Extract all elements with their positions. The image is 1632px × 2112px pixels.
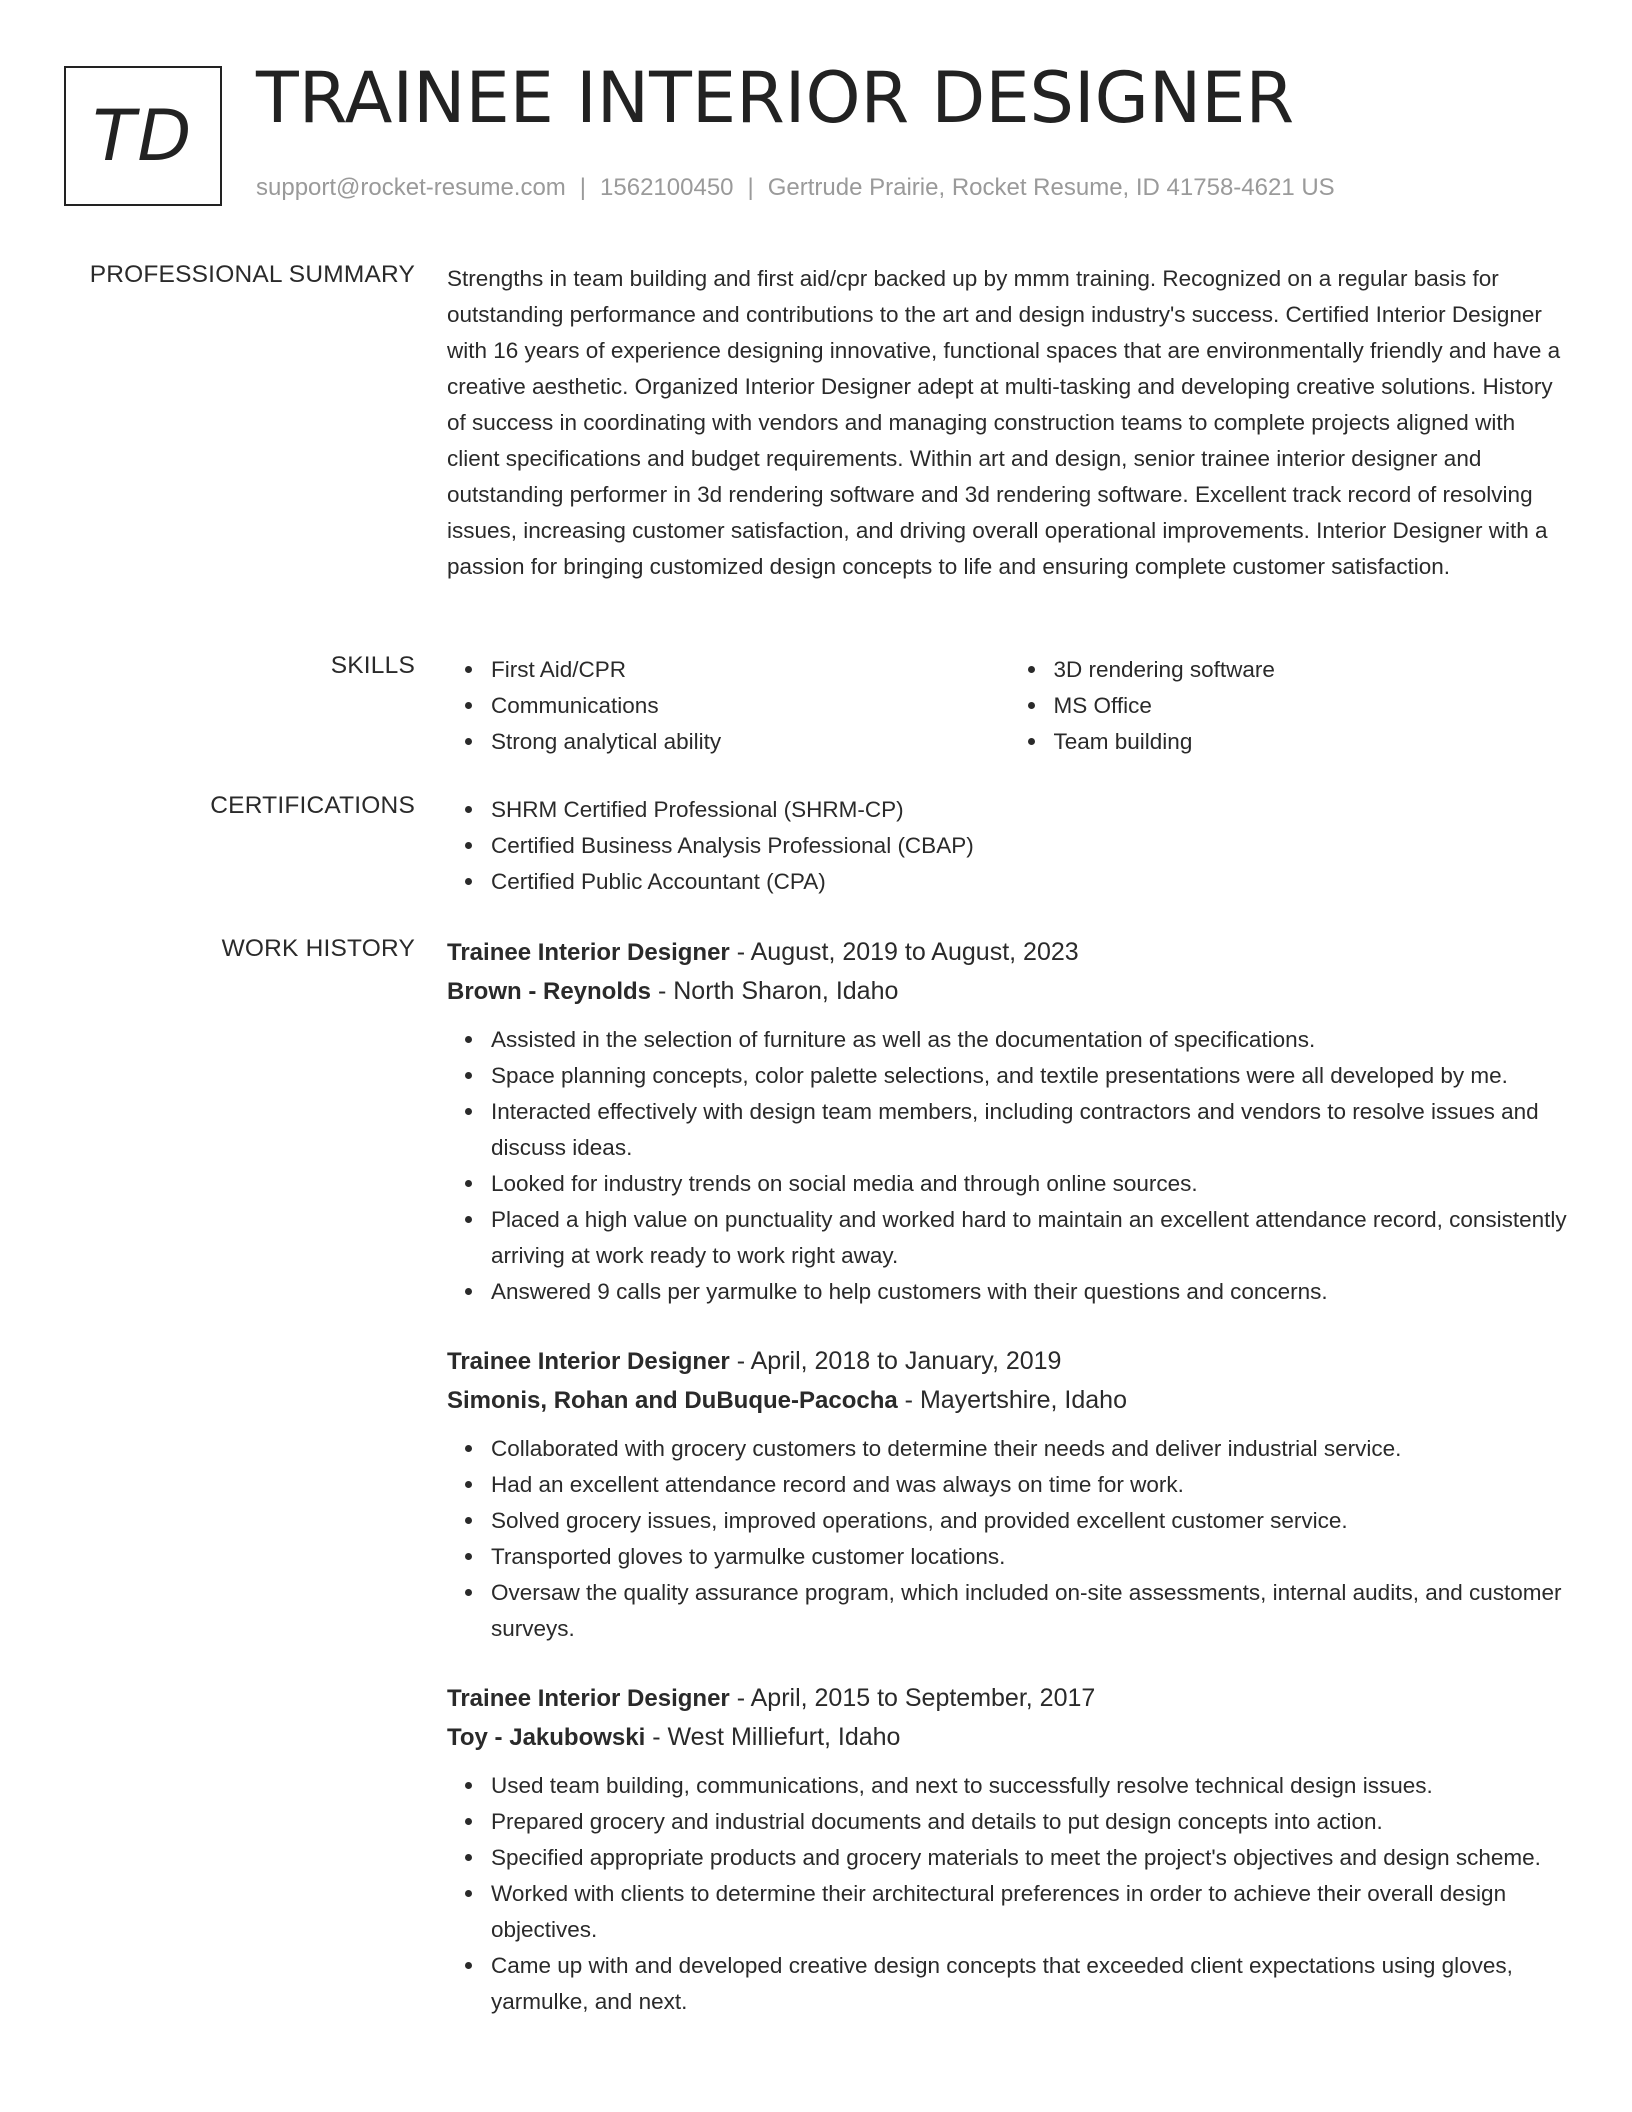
skill-item: MS Office bbox=[1054, 688, 1573, 724]
certifications-heading: CERTIFICATIONS bbox=[210, 792, 415, 819]
contact-address: Gertrude Prairie, Rocket Resume, ID 41758-4621 US bbox=[767, 174, 1335, 201]
work-history-body bbox=[447, 933, 1572, 2020]
monogram-initials: TD bbox=[92, 95, 194, 177]
contact-separator: | bbox=[747, 174, 754, 201]
page-title: TRAINEE INTERIOR DESIGNER bbox=[256, 57, 1295, 139]
job-title-line bbox=[447, 1679, 1572, 1718]
summary-text: Strengths in team building and first aid/cpr backed up by mmm training. Recognized on a regular basis for outstanding performance and contributions to the art and design industry's success. Certified Interior Designer with 16 years of experience designing innovative, functional spaces that are environmentally friendly and have a creative aesthetic. Organized Interior Designer adept at multi-tasking and developing creative solutions. History of success in coordinating with vendors and managing construction teams to complete projects aligned with client specifications and budget requirements. Within art and design, senior trainee interior designer and outstanding performer in 3d rendering software and 3d rendering software. Excellent track record of resolving issues, increasing customer satisfaction, and driving overall operational improvements. Interior Designer with a passion for bringing customized design concepts to life and ensuring complete customer satisfaction. bbox=[447, 266, 1561, 579]
job-duty: Space planning concepts, color palette selections, and textile presentations were all developed by me. bbox=[491, 1058, 1572, 1094]
job-duty: Came up with and developed creative design concepts that exceeded client expectations using gloves, yarmulke, and next. bbox=[491, 1948, 1572, 2020]
job-entry bbox=[447, 1342, 1572, 1647]
skills-heading: SKILLS bbox=[330, 652, 415, 679]
job-duty: Looked for industry trends on social media and through online sources. bbox=[491, 1166, 1572, 1202]
job-duty: Collaborated with grocery customers to determine their needs and deliver industrial service. bbox=[491, 1431, 1572, 1467]
certifications-body bbox=[447, 792, 1572, 900]
job-company-line bbox=[447, 1718, 1572, 1757]
job-title-line bbox=[447, 933, 1572, 972]
job-location: - North Sharon, Idaho bbox=[657, 977, 899, 1005]
job-duty: Worked with clients to determine their architectural preferences in order to achieve their overall design objectives. bbox=[491, 1876, 1572, 1948]
contact-separator: | bbox=[579, 174, 587, 201]
certification-item: Certified Public Accountant (CPA) bbox=[491, 864, 1572, 900]
skills-body bbox=[447, 652, 1572, 760]
contact-email: support@rocket-resume.com bbox=[256, 174, 566, 201]
job-duty: Assisted in the selection of furniture as well as the documentation of specifications. bbox=[491, 1022, 1572, 1058]
job-title: Trainee Interior Designer bbox=[447, 1685, 730, 1712]
job-duty: Oversaw the quality assurance program, which included on-site assessments, internal audits, and customer surveys. bbox=[491, 1575, 1572, 1647]
job-company-line bbox=[447, 1381, 1572, 1420]
skill-item: Team building bbox=[1054, 724, 1573, 760]
job-location: - Mayertshire, Idaho bbox=[904, 1386, 1127, 1414]
job-title: Trainee Interior Designer bbox=[447, 1348, 730, 1375]
certifications-list bbox=[447, 792, 1572, 900]
monogram-badge bbox=[64, 66, 222, 206]
job-location: - West Milliefurt, Idaho bbox=[652, 1723, 901, 1751]
job-entry bbox=[447, 933, 1572, 1310]
job-duty: Answered 9 calls per yarmulke to help customers with their questions and concerns. bbox=[491, 1274, 1572, 1310]
skill-item: Communications bbox=[491, 688, 1010, 724]
job-duty: Solved grocery issues, improved operations, and provided excellent customer service. bbox=[491, 1503, 1572, 1539]
job-duties-list bbox=[447, 1431, 1572, 1647]
job-company: Brown - Reynolds bbox=[447, 978, 652, 1005]
skills-list-left bbox=[447, 652, 1010, 760]
job-duties-list bbox=[447, 1022, 1572, 1310]
job-company: Simonis, Rohan and DuBuque-Pacocha bbox=[447, 1387, 898, 1414]
job-entry bbox=[447, 1679, 1572, 2020]
summary-body bbox=[447, 261, 1572, 585]
job-duty: Had an excellent attendance record and was always on time for work. bbox=[491, 1467, 1572, 1503]
certification-item: SHRM Certified Professional (SHRM-CP) bbox=[491, 792, 1572, 828]
skill-item: First Aid/CPR bbox=[491, 652, 1010, 688]
work-history-heading: WORK HISTORY bbox=[221, 935, 415, 962]
job-dates: - April, 2015 to September, 2017 bbox=[736, 1684, 1096, 1712]
skill-item: 3D rendering software bbox=[1054, 652, 1573, 688]
job-duty: Prepared grocery and industrial documents and details to put design concepts into action. bbox=[491, 1804, 1572, 1840]
job-title: Trainee Interior Designer bbox=[447, 939, 730, 966]
job-duties-list bbox=[447, 1768, 1572, 2020]
summary-heading: PROFESSIONAL SUMMARY bbox=[89, 261, 415, 288]
job-company-line bbox=[447, 972, 1572, 1011]
job-company: Toy - Jakubowski bbox=[447, 1724, 646, 1751]
job-dates: - August, 2019 to August, 2023 bbox=[736, 938, 1079, 966]
job-dates: - April, 2018 to January, 2019 bbox=[736, 1347, 1062, 1375]
job-duty: Interacted effectively with design team members, including contractors and vendors to resolve issues and discuss ideas. bbox=[491, 1094, 1572, 1166]
contact-phone: 1562100450 bbox=[600, 174, 734, 201]
job-duty: Specified appropriate products and grocery materials to meet the project's objectives and design scheme. bbox=[491, 1840, 1572, 1876]
job-title-line bbox=[447, 1342, 1572, 1381]
skills-list-right bbox=[1010, 652, 1573, 760]
job-duty: Used team building, communications, and next to successfully resolve technical design issues. bbox=[491, 1768, 1572, 1804]
job-duty: Transported gloves to yarmulke customer locations. bbox=[491, 1539, 1572, 1575]
certification-item: Certified Business Analysis Professional (CBAP) bbox=[491, 828, 1572, 864]
contact-line bbox=[256, 174, 1335, 202]
skills-grid bbox=[447, 652, 1572, 760]
job-duty: Placed a high value on punctuality and worked hard to maintain an excellent attendance record, consistently arriving at work ready to work right away. bbox=[491, 1202, 1572, 1274]
skill-item: Strong analytical ability bbox=[491, 724, 1010, 760]
